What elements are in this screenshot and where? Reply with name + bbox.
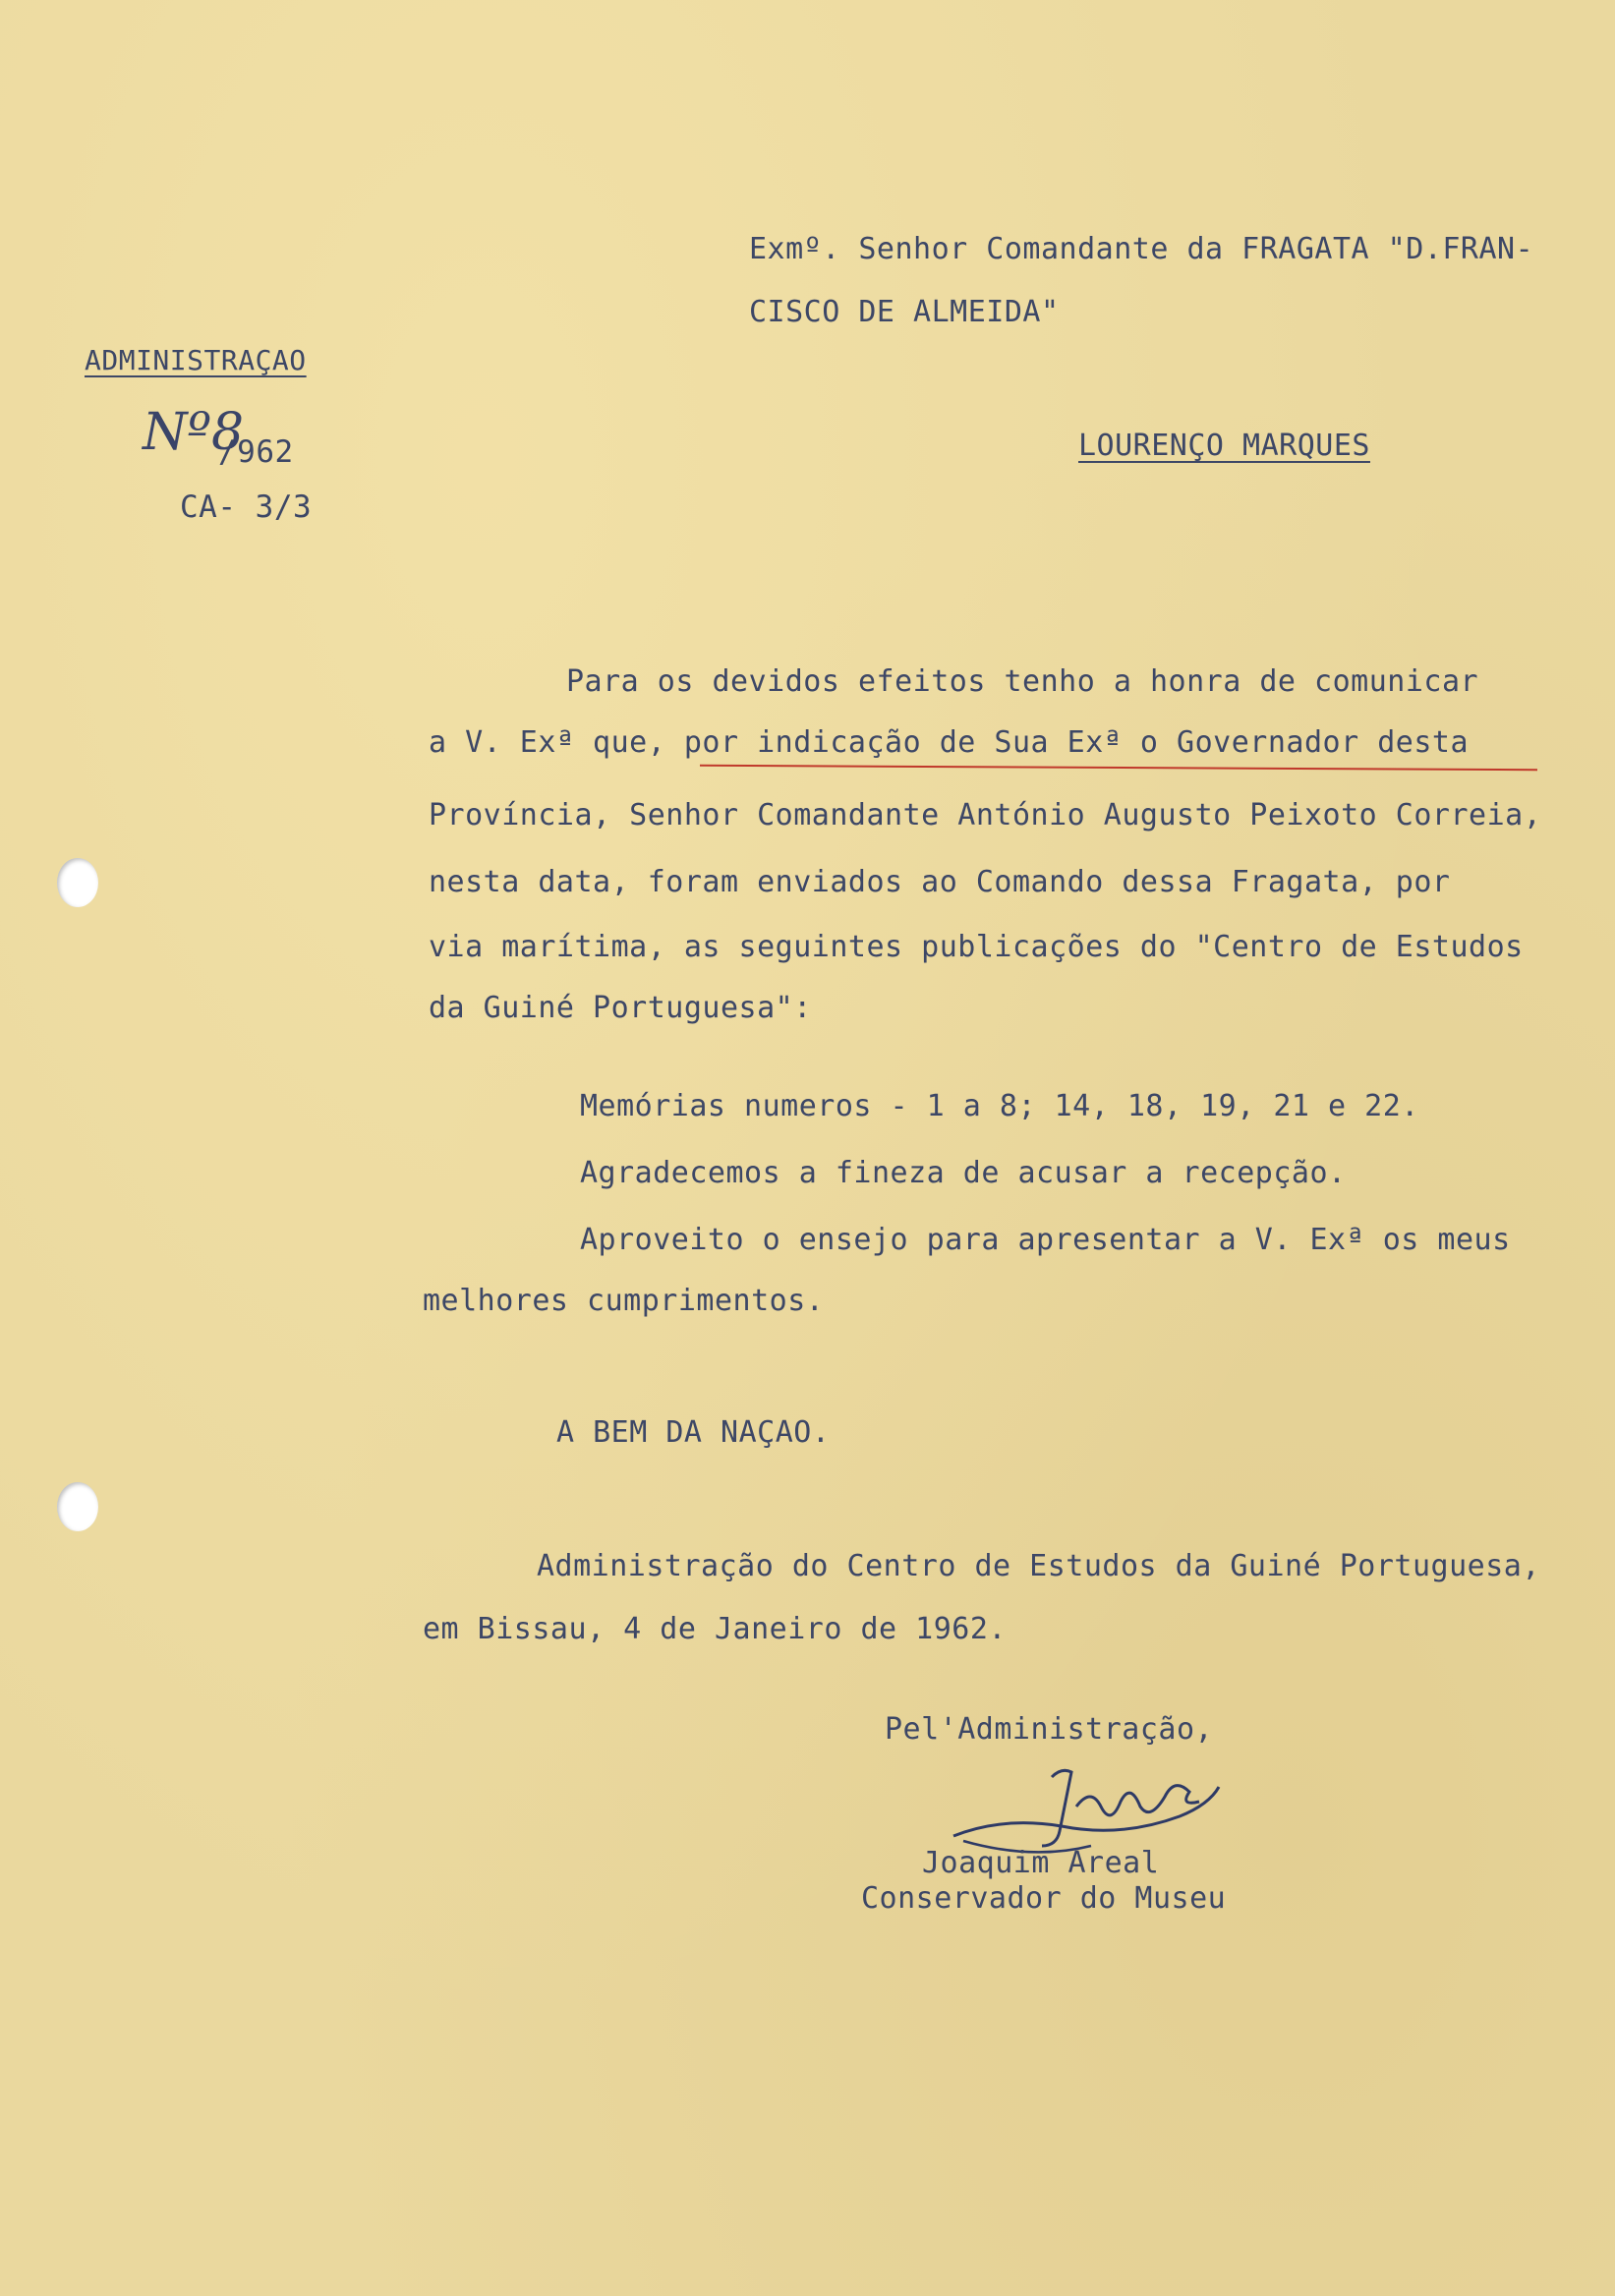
place-date-line-2: em Bissau, 4 de Janeiro de 1962. [423, 1612, 1007, 1646]
body-line-1: Para os devidos efeitos tenho a honra de comunicar [566, 664, 1479, 699]
addressee-line-2: CISCO DE ALMEIDA" [749, 295, 1060, 329]
signature-by: Pel'Administração, [885, 1712, 1214, 1747]
motto: A BEM DA NAÇAO. [556, 1415, 831, 1450]
body-line-4: nesta data, foram enviados ao Comando dessa Fragata, por [429, 865, 1451, 899]
punch-hole-top [57, 858, 98, 907]
closing-line-2: melhores cumprimentos. [423, 1284, 825, 1318]
addressee-city: LOURENÇO MARQUES [1078, 429, 1370, 463]
body-line-2: a V. Exª que, por indicação de Sua Exª o Governador desta [429, 725, 1470, 760]
thanks-line: Agradecemos a fineza de acusar a recepção. [580, 1156, 1347, 1190]
place-date-line-1: Administração do Centro de Estudos da Guiné Portuguesa, [537, 1549, 1540, 1583]
punch-hole-bottom [57, 1482, 98, 1531]
memorias-list: Memórias numeros - 1 a 8; 14, 18, 19, 21 e 22. [580, 1089, 1419, 1123]
reference-number: Nº8 [143, 403, 245, 462]
body-line-5: via marítima, as seguintes publicações do "Centro de Estudos [429, 930, 1524, 964]
addressee-line-1: Exmº. Senhor Comandante da FRAGATA "D.FRAN- [749, 232, 1534, 266]
reference-code: CA- 3/3 [180, 489, 313, 525]
department-label: ADMINISTRAÇAO [85, 344, 307, 376]
body-line-6: da Guiné Portuguesa": [429, 991, 812, 1025]
reference-year: /962 [218, 434, 294, 470]
closing-line-1: Aproveito o ensejo para apresentar a V. Exª os meus [580, 1223, 1511, 1257]
red-underline [700, 765, 1537, 771]
signatory-title: Conservador do Museu [861, 1881, 1227, 1916]
body-line-3: Província, Senhor Comandante António Augusto Peixoto Correia, [429, 798, 1542, 832]
signatory-name: Joaquim Areal [922, 1846, 1160, 1880]
